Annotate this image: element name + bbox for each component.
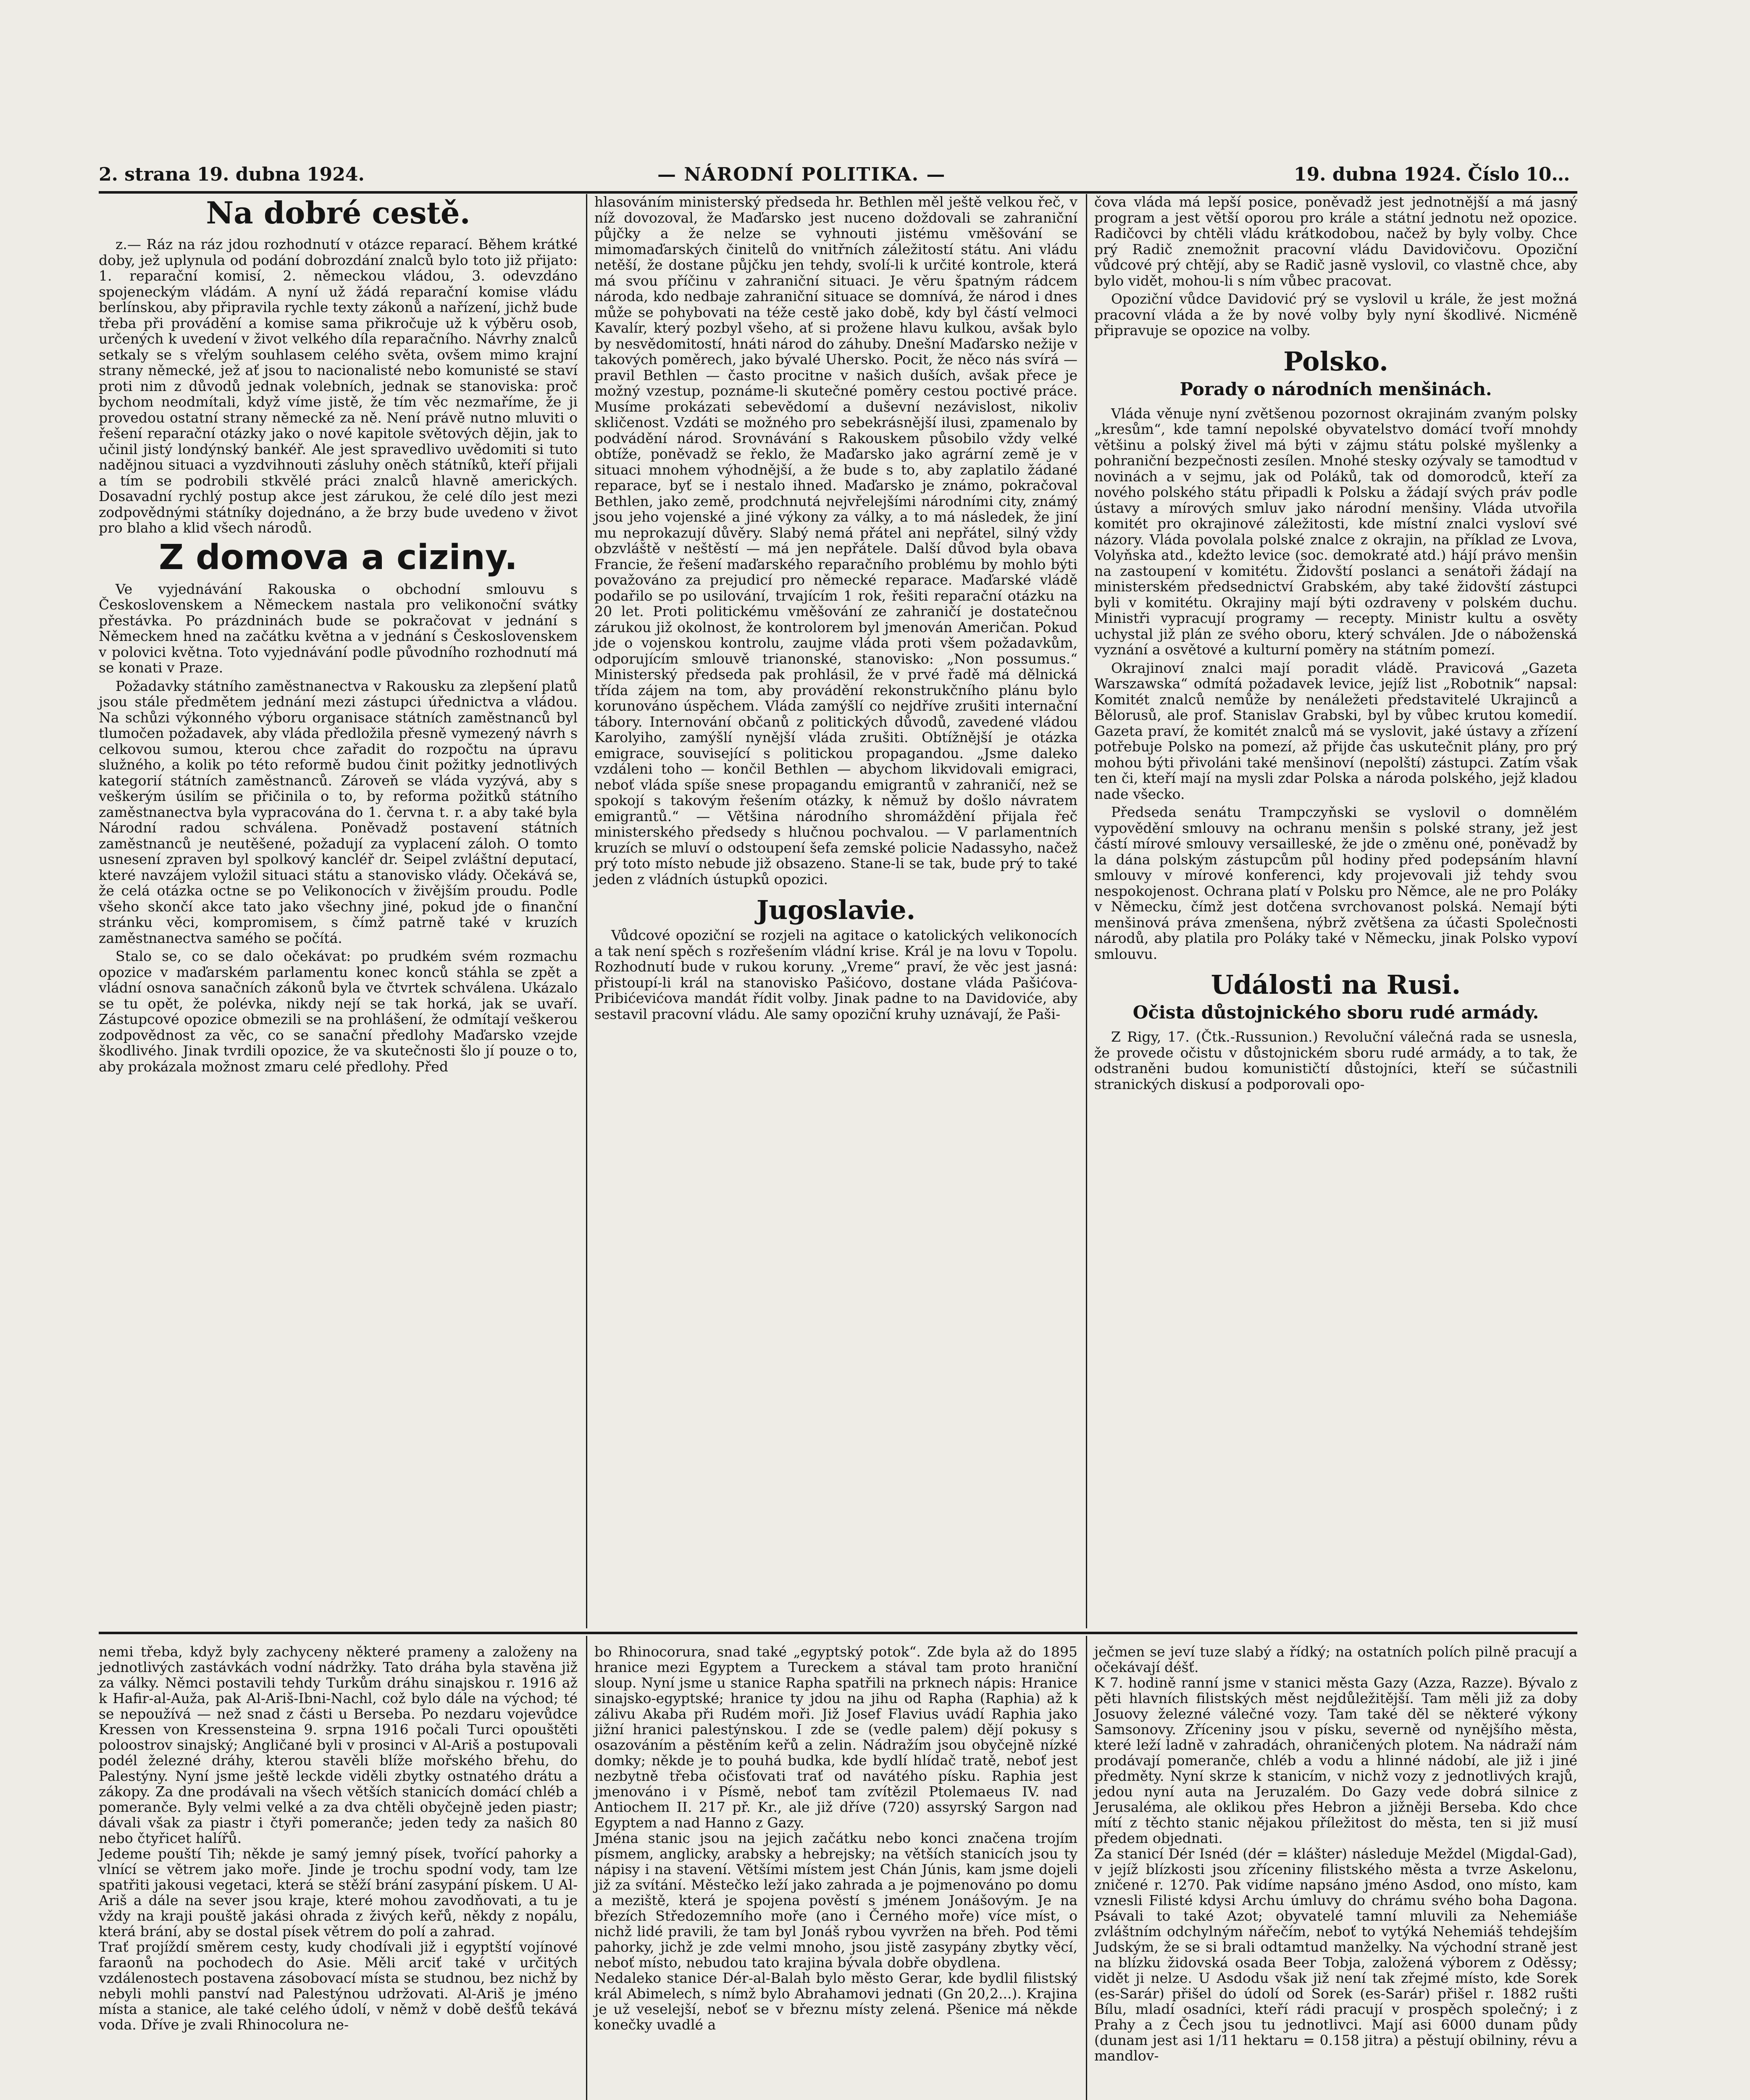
header-left: 2. strana 19. dubna 1924. bbox=[99, 164, 365, 185]
article-paragraph: Stalo se, co se dalo očekávat: po prudkém svém rozmachu opozice v maďarském parlamentu konec konců stáhla se zpět a vládní osnova sanačních zákonů byla ve čtvrtek schválena. Ukázalo se tu opět, že polévka, nikdy nejí se tak horká, jak se uvaří. Zástupcové opozice obmezili se na prohlášení, že odmítají veškerou zodpovědnost za věc, co se sanační předlohy Maďarsko vzejde škodlivého. Jinak tvrdili opozice, že va skutečnosti šlo jí pouze o to, aby prokázala možnost zmaru celé předlohy. Před bbox=[99, 948, 578, 1075]
article-paragraph: Okrajinoví znalci mají poradit vládě. Pravicová „Gazeta Warszawska“ odmítá požadavek levice, jejíž list „Robotnik“ napsal: Komitét znalců nemůže by nenáležeti představitelé Ukrajinců a Bělorusů, ale prof. Stanislav Grabski, byl by vůbec krutou komedií. Gazeta praví, že komitét znalců má se vyslovit, jaké ústavy a zřízení potřebuje Polsko na pomezí, až přijde čas uskutečnit plány, pro prý mohou býti přivoláni také menšinoví (nepolští) zástupci. Zatím však ten či, kteří mají na mysli zdar Polska a národa polského, jejž kladou nade všecko. bbox=[1094, 659, 1577, 802]
page-header bbox=[99, 160, 1577, 193]
article-paragraph: Ve vyjednávání Rakouska o obchodní smlouvu s Československem a Německem nastala pro velikonoční svátky přestávka. Po prázdninách bude se pokračovat v jednání s Německem hned na začátku května a v jednání s Československem v polovici května. Toto vyjednávání podle původního rozhodnutí má se konati v Praze. bbox=[99, 580, 578, 676]
column-divider bbox=[586, 1636, 587, 2100]
column-3 bbox=[1094, 194, 1577, 1095]
article-paragraph: Opoziční vůdce Davidović prý se vyslovil u krále, že jest možná pracovní vláda a že by nové volby byly nyní škodlivé. Nicméně připravuje se opozice na volby. bbox=[1094, 291, 1577, 339]
article-title-na-dobre-ceste: Na dobré cestě. bbox=[206, 195, 470, 231]
feuilleton-rule bbox=[99, 1632, 1577, 1634]
article-paragraph: Požadavky státního zaměstnanectva v Rakousku za zlepšení platů jsou stále předmětem jednání mezi zástupci úřednictva a vládou. Na schůzi výkonného výboru organisace státních zaměstnanců byl tlumočen požadavek, aby vláda předložila přesně vymezený návrh s celkovou sumou, kterou chce zařadit do rozpočtu na úpravu služného, a kolik po této reformě budou činit požitky jednotlivých kategorií státních zaměstnanců. Zároveň se vláda vyzývá, aby s veškerým úsilím se přičinila o to, by reforma požitků státního zaměstnanectva byla vypracována do 1. června t. r. a aby také byla Národní radou schválena. Poněvadž postavení státních zaměstnanců je neutěšené, požadují za vyplacení záloh. O tomto usnesení zpraven byl spolkový kancléř dr. Seipel zvláštní deputací, které navzájem vyložil situaci státu a stanovisko vlády. Očekává se, že celá otázka octne se po Velikonocích v živějším proudu. Podle všeho skončí akce tato jako všechny jiné, pokud jde o finanční stránku věci, kompromisem, s čímž patrně také v kruzích zaměstnanectva samého se počítá. bbox=[99, 677, 578, 946]
feuilleton-column-3 bbox=[1094, 1636, 1577, 2074]
article-paragraph: Předseda senátu Trampczyňski se vyslovil o domnělém vypovědění smlouvy na ochranu menšin s polské strany, jež jest částí mírové smlouvy versailleské, že jde o změnu oné, poněvadž by la dána polským zástupcům půl hodiny před podepsáním hlavní smlouvy v mírové konferenci, kdy projevovali již tehdy svou nespokojenost. Ochrana platí v Polsku pro Němce, ale ne pro Poláky v Německu, čímž jest dotčena svrchovanost polská. Nemají býti menšinová práva zmenšena, nýbrž zvětšena za účasti Společnosti národů, aby platila pro Poláky také v Německu, jinak Polsko vypoví smlouvu. bbox=[1094, 804, 1577, 962]
header-masthead: — NÁRODNÍ POLITIKA. — bbox=[657, 164, 946, 185]
column-divider bbox=[1086, 194, 1087, 1628]
feuilleton-column-2 bbox=[594, 1636, 1077, 2043]
feuilleton-text: bo Rhinocorura, snad také „egyptský potok“. Zde byla až do 1895 hranice mezi Egyptem a Tureckem a stával tam proto hraniční sloup. Nyní jsme u stanice Rapha spatřili na prknech nápis: Hranice sinajsko-egyptské; hranice ty jdou na jihu od Rapha (Raphia) až k zálivu Akaba při Rudém moři. Již Josef Flavius uvádí Raphia jako jižní hranici palestýnskou. I zde se (vedle palem) dějí pokusy s osazováním a pěstěním keřů a zelin. Nádražím jsou obyčejně nízké domky; někde je to pouhá budka, kde bydlí hlídač tratě, neboť jest nezbytně třeba očisťovati trať od navátého písku. Raphia jest jmenováno i v Písmě, neboť tam zvítězil Ptolemaeus IV. nad Antiochem II. 217 př. Kr., ale již dříve (720) assyrský Sargon nad Egyptem a nad Hanno z Gazy. Jména stanic jsou na jejich začátku nebo konci značena trojím písmem, anglicky, arabsky a hebrejsky; na větších stanicích jsou ty nápisy i na stavení. Většími místem jest Chán Júnis, kam jsme dojeli již za svítání. Městečko leží jako zahrada a je pojmenováno po domu a meziště, která je spojena pověstí s jménem Jonášovým. Je na březích Středozemního moře (ano i Černého moře) více míst, o nichž lidé pravili, že tam byl Jonáš rybou vyvržen na břeh. Pod těmi pahorky, jichž je zde velmi mnoho, jsou jistě zasypány zbytky věcí, neboť místo, nebudou tato krajina bývala dobře obydlena. Nedaleko stanice Dér-al-Balah bylo město Gerar, kde bydlil filistský král Abimelech, s nímž bylo Abrahamovi jednati (Gn 20,2...). Krajina je už veselejší, neboť se v březnu místy zelená. Pšenice má někde konečky uvadlé a bbox=[594, 1643, 1077, 2033]
article-paragraph: Z Rigy, 17. (Čtk.-Russunion.) Revoluční válečná rada se usnesla, že provede očistu v důstojnickém sboru rudé armády, a to tak, že odstraněni budou komunističtí důstojníci, kteří se súčastnili stranických diskusí a podporovali opo- bbox=[1094, 1029, 1577, 1092]
article-paragraph: z.— Ráz na ráz jdou rozhodnutí v otázce reparací. Během krátké doby, jež uplynula od podání dobrozdání znalců bylo toto již přijato: 1. reparační komisí, 2. německou vládou, 3. odevzdáno spojeneckým vládám. A nyní už žádá reparační komise vládu berlínskou, aby připravila rychle texty zákonů a nařízení, jichž bude třeba při provádění a komise sama přikročuje už k výběru osob, určených k uvedení v život velkého díla reparačního. Návrhy znalců setkaly se s vřelým souhlasem celého světa, ovšem mimo krajní strany německé, jež ať jsou to nacionalisté nebo komunisté se staví proti nim z důvodů jednak volebních, jednak se stanoviska: proč bychom neodmítali, když víme jistě, že tím věc nezmaříme, že ji provedou ostatní strany německé za ně. Není právě nutno mluviti o řešení reparační otázky jako o nové kapitole světových dějin, jak to učinil jistý londýnský bankéř. Ale jest spravedlivo uvědomiti si tuto nadějnou situaci a vyzdvihnouti zásluhy oněch státníků, kteří přijali a tím se podrobili stkvělé práci znalců hlavně amerických. Dosavadní rychlý postup akce jest zárukou, že celé dílo jest mezi zodpovědnými státníky dojednáno, a že brzy bude uvedeno v život pro blaho a klid všech národů. bbox=[99, 236, 578, 536]
subtitle-porady: Porady o národních menšinách. bbox=[1180, 378, 1492, 399]
article-paragraph: hlasováním ministerský předseda hr. Bethlen měl ještě velkou řeč, v níž dovozoval, že Maďarsko jest nuceno doždovali se zahraniční půjčky a že nelze se vyhnouti jistému vměšování se mimomaďarských činitelů do vnitřních záležitostí státu. Ani vládu netěší, že dostane půjčku jen tehdy, svolí-li k určité kontrole, která má svou příčinu v zahraniční situaci. Je věru špatným rádcem národa, kdo nedbaje zahraniční situace se domnívá, že národ i dnes může se pohybovati na téže cestě jako době, kdy byl částí velmoci Kavalír, který pozbyl všeho, ať si prožene hlavu kulkou, avšak bylo by nesvědomitostí, hnáti národ do záhuby. Dnešní Maďarsko nežije v takových poměrech, jako bývalé Uhersko. Pocit, že něco nás svírá — pravil Bethlen — často procitne v našich duších, avšak přece je možný vzestup, poznáme-li skutečné poměry cestou poctivé práce. Musíme prokázati sebevědomí a duševní nezávislost, nikoliv skličenost. Vzdáti se možného pro sebekrásnější ilusi, zpamenalo by podvádění národ. Srovnávání s Rakouskem působilo vždy velké obtíže, poněvadž se řeklo, že Maďarsko jako agrární země je v situaci mnohem výhodnější, a že bude s to, aby zaplatilo žádané reparace, byť se i nestalo ihned. Maďarsko je známo, pokračoval Bethlen, jako země, prodchnutá nejvřelejšími národními city, známý jsou jeho vojenské a jiné výkony za války, a to má následek, že jiní mu neprokazují důvěry. Slabý nemá přátel ani nepřátel, silný vždy obzvláště v neštěstí — má jen nepřátele. Další důvod byla obava Francie, že řešení maďarského reparačního problému by mohlo býti považováno za prejudicí pro německé reparace. Maďarské vládě podařilo se po usilování, trvajícím 1 rok, řešiti reparační otázku na 20 let. Proti politickému vměšování ze zahraničí je dostatečnou zárukou již okolnost, že kontrolorem byl jmenován Američan. Pokud jde o vojenskou kontrolu, zaujme vláda proti všem požadavkům, odporujícím smlouvě trianonské, stanovisko: „Non possumus.“ Ministerský předseda pak prohlásil, že v prvé řadě má dělnická třída zájem na tom, aby provádění rekonstrukčního plánu bylo korunováno úspěchem. Vláda zamýšlí co nejdříve zrušiti internační tábory. Internování občanů z politických důvodů, zavedené vládou Karolyiho, zamýšlí nynější vláda zrušiti. Obtížnější je otázka emigrace, související s politickou propagandou. „Jsme daleko vzdáleni toho — končil Bethlen — abychom likvidovali emigraci, neboť vláda spíše snese propagandu emigrantů v zahraničí, než se spokojí s takovým řešením otázky, k němuž by došlo návratem emigrantů.“ — Většina národního shromáždění přijala řeč ministerského předsedy s hlučnou pochvalou. — V parlamentních kruzích se mluví o odstoupení šefa zemské policie Nadassyho, načež prý toto místo nebude již obsazeno. Stane-li se tak, bude prý to také jeden z vládních ústupků opozici. bbox=[594, 194, 1077, 887]
article-paragraph: čova vláda má lepší posice, poněvadž jest jednotnější a má jasný program a jest větší oporou pro krále a státní jednotu než opozice. Radičovci by chtěli vládu krátkodobou, načež by byly volby. Chce prý Radič znemožnit pracovní vládu Davidovičovu. Opoziční vůdcové prý chtějí, aby se Radič jasně vyslovil, co vlastně chce, aby bylo vidět, mohou-li s ním vůbec pracovat. bbox=[1094, 194, 1577, 289]
feuilleton-text: nemi třeba, když byly zachyceny některé prameny a založeny na jednotlivých zastávkách vodní nádržky. Tato dráha byla stavěna již za války. Němci postavili tehdy Turkům dráhu sinajskou r. 1916 až k Hafir-al-Auža, pak Al-Ariš-Ibni-Nachl, což bylo dále na východ; té se nepoužívá — než snad z části u Berseba. Po nezdaru vojevůdce Kressen von Kressensteina 9. srpna 1916 počali Turci opouštěti poloostrov sinajský; Angličané byli v prosinci v Al-Ariš a postupovali podél železné dráhy, kterou stavěli blíže mořského břehu, do Palestýny. Nyní jsme ještě leckde viděli zbytky ostnatého drátu a zákopy. Za dne prodávali na všech větších stanicích domácí chléb a pomeranče. Byly velmi velké a za dva chtěli obyčejně jeden piastr; dávali však za piastr i čtyři pomeranče; jeden tedy za našich 80 nebo čtyřicet halířů. Jedeme pouští Tih; někde je samý jemný písek, tvořící pahorky a vlnící se větrem jako moře. Jinde je trochu spodní vody, tam lze spatřiti jakousi vegetaci, která se stěží brání zasypání pískem. U Al-Ariš a dále na sever jsou kraje, které mohou zavodňovati, a tu je vždy na kraji pouště jakási ohrada z živých keřů, někdy z nopálu, která brání, aby se dostal písek větrem do polí a zahrad. Trať projíždí směrem cesty, kudy chodívali již i egyptští vojínové faraonů na pochodech do Asie. Měli arciť také v určitých vzdálenostech postavena zásobovací místa se studnou, bez nichž by nebyli mohli panství nad Palestýnou udržovati. Al-Ariš je jméno místa a stanice, ale také celého údolí, v němž v době dešťů tekává voda. Dříve je zvali Rhinocolura ne- bbox=[99, 1643, 578, 2033]
feuilleton-column-1 bbox=[99, 1636, 578, 2043]
section-title-z-domova: Z domova a ciziny. bbox=[158, 537, 518, 578]
feuilleton-text: ječmen se jeví tuze slabý a řídký; na ostatních polích pilně pracují a očekávají déšť. K 7. hodině ranní jsme v stanici města Gazy (Azza, Razze). Bývalo z pěti hlavních filistských měst nejdůležitější. Tam měli již za doby Josuovy železné válečné vozy. Tam také děl se některé výkony Samsonovy. Zříceniny jsou v písku, severně od nynějšího města, které leží ladně v zahradách, ohraničených plotem. Na nádraží nám prodávají pomeranče, chléb a vodu a hlinné nádobí, ale již i jiné předměty. Nyní skrze k stanicím, v nichž vozy z jednotlivých krajů, jedou nyní auta na Jeruzalém. Do Gazy vede dobrá silnice z Jerusaléma, ale oklikou přes Hebron a jižněji Berseba. Kdo chce mítí z těchto stanic nějakou příležitost do města, ten si již musí předem objednati. Za stanicí Dér Isnéd (dér = klášter) následuje Meždel (Migdal-Gad), v jejíž blízkosti jsou zříceniny filistského města a tvrze Askelonu, zničené r. 1270. Pak vidíme napsáno jméno Asdod, ono místo, kam vznesli Filisté kdysi Archu úmluvy do chrámu svého boha Dagona. Psávali to také Azot; obyvatelé tamní mluvili za Nehemiáše zvláštním odchylným nářečím, neboť to vytýká Nehemiáš tehdejším Judským, že se si brali odtamtud manželky. Na východní straně jest na blízku židovská osada Beer Tobja, založená výborem z Oděssy; vidět ji nelze. U Asdodu však již není tak zřejmé místo, kde Sorek (es-Sarár) přišel do údolí od Sorek (es-Sarár) přišel r. 1882 rušti Bílu, mladí osadníci, kteří rádi pracují v prospěch společný; i z Prahy a z Čech jsou tu jednotlivci. Mají asi 6000 dunam půdy (dunam jest asi 1/11 hektaru = 0.158 jitra) a pěstují obilniny, révu a mandlov- bbox=[1094, 1643, 1577, 2064]
article-paragraph: Vůdcové opoziční se rozjeli na agitace o katolických velikonocích a tak není spěch s rozřešením vládní krise. Král je na lovu v Topolu. Rozhodnutí bude v rukou koruny. „Vreme“ praví, že věc jest jasná: přistoupí-li král na stanovisko Pašićovo, dostane vláda Pašićova-Pribićevićova mandát řídit volby. Jinak padne to na Davidoviće, aby sestavil pracovní vládu. Ale samy opoziční kruhy uznávají, že Paši- bbox=[594, 927, 1077, 1022]
section-title-polsko: Polsko. bbox=[1283, 346, 1388, 377]
column-2 bbox=[594, 194, 1077, 1024]
section-title-jugoslavie: Jugoslavie. bbox=[756, 895, 916, 925]
article-paragraph: Vláda věnuje nyní zvětšenou pozornost okrajinám zvaným polsky „kresům“, kde tamní nepolské obyvatelstvo domácí tvoří mnohdy většinu a polský živel má býti v zájmu státu polské myšlenky a pohraniční bezpečnosti zesílen. Mnohé stesky ozývaly se tamodtud v novinách a v sejmu, jak od Poláků, tak od domorodců, kteří za nového polského státu připadli k Polsku a žádají svých práv podle ústavy a mírových smluv jako národní menšiny. Vláda utvořila komitét pro okrajinové záležitosti, kde místní znalci vysloví své názory. Vláda povolala polské znalce z okrajin, na příklad ze Lvova, Volyňska atd., kdežto levice (soc. demokraté atd.) hájí právo menšin na zastoupení v komitétu. Židovští poslanci a senátoři žádají na ministerském předsednictví Grabském, aby také židovští zástupci byli v komitétu. Okrajiny mají býti ozdraveny v polském duchu. Ministři vypracují programy — recepty. Ministr kultu a osvěty uchystal již plán ze svého oboru, který schválen. Jde o náboženská vyznání a osvětové a kulturní poměry na státním pomezí. bbox=[1094, 405, 1577, 658]
column-1 bbox=[99, 191, 578, 1077]
column-divider bbox=[1086, 1636, 1087, 2100]
column-divider bbox=[586, 194, 587, 1628]
header-right: 19. dubna 1924. Číslo 10… bbox=[1294, 164, 1570, 185]
section-title-udalosti-na-rusi: Události na Rusi. bbox=[1211, 969, 1461, 1000]
subtitle-ocista: Očista důstojnického sboru rudé armády. bbox=[1133, 1002, 1539, 1023]
